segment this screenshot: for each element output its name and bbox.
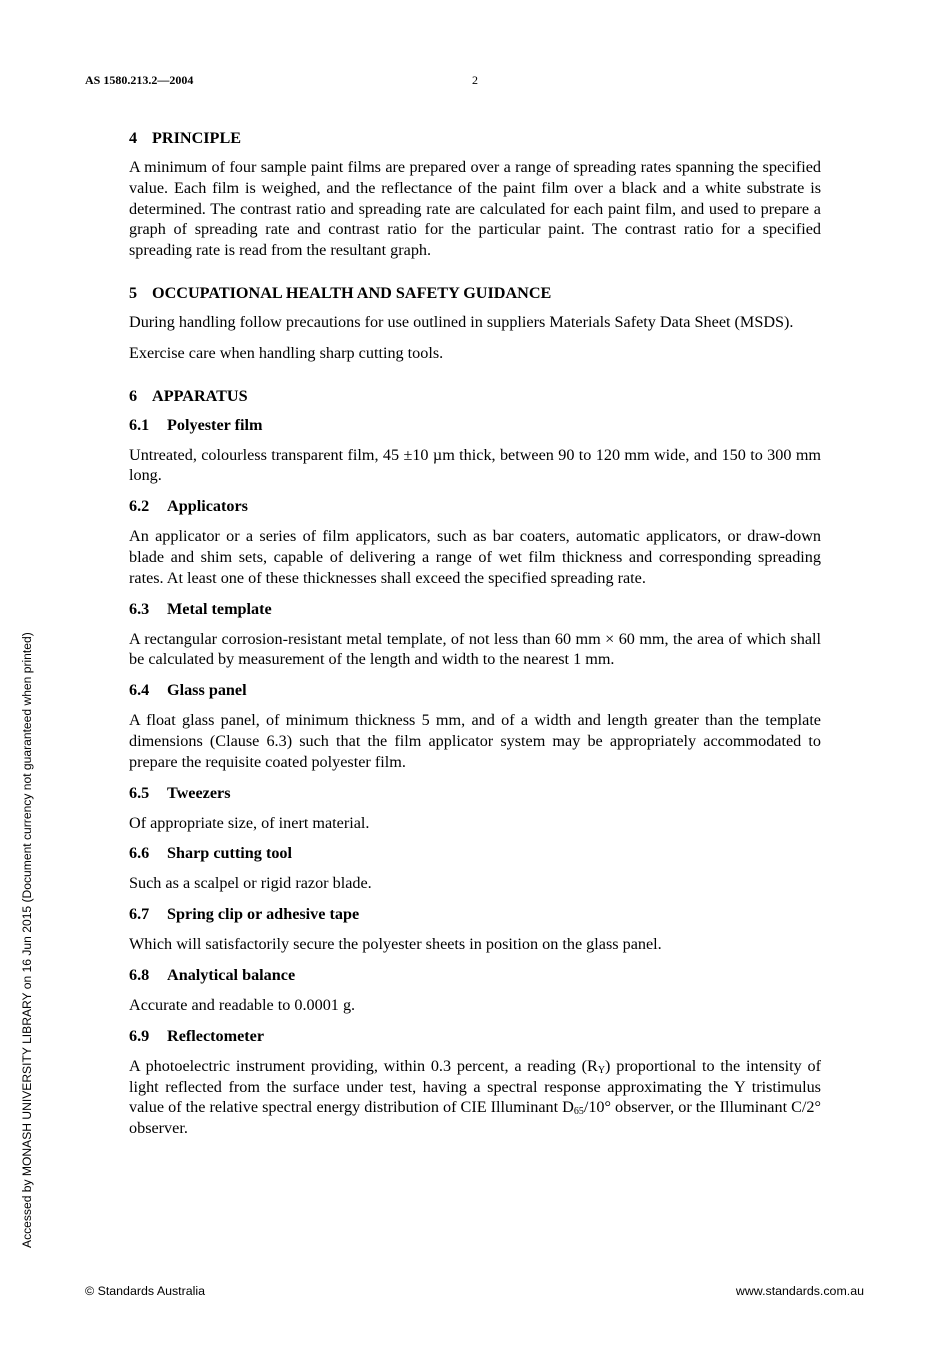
section-apparatus	[129, 386, 821, 1139]
page-number: 2	[472, 73, 478, 87]
subsection-heading: 6.3 Metal template	[129, 599, 272, 618]
section-heading: 5 OCCUPATIONAL HEALTH AND SAFETY GUIDANCE	[129, 283, 552, 302]
document-id: AS 1580.213.2—2004	[85, 73, 194, 87]
paragraph: Such as a scalpel or rigid razor blade.	[129, 874, 372, 893]
paragraph: A minimum of four sample paint films are prepared over a range of spreading rates spanning the specified value. Each film is weighed, and the reflectance of the paint film over a black and a white substrate is determined. The contrast ratio and spreading rate are calculated for each paint film, and used to prepare a graph of spreading rate and contrast ratio for the particular paint. The contrast ratio for a specified spreading rate is read from the resultant graph.	[129, 158, 821, 260]
paragraph: Of appropriate size, of inert material.	[129, 813, 370, 832]
subsection-heading: 6.2 Applicators	[129, 497, 248, 516]
website-url: www.standards.com.au	[735, 1284, 864, 1298]
section-heading: 4 PRINCIPLE	[129, 129, 242, 147]
subsection-heading: 6.1 Polyester film	[129, 415, 263, 434]
subsection-heading: 6.7 Spring clip or adhesive tape	[129, 905, 360, 924]
section-ohs	[129, 283, 821, 364]
paragraph: Untreated, colourless transparent film, 45 ±10 µm thick, between 90 to 120 mm wide, and 150 to 300 mm long.	[129, 445, 821, 485]
subsection-heading: 6.5 Tweezers	[129, 783, 231, 802]
subsection-heading: 6.4 Glass panel	[129, 681, 247, 700]
subsection-heading: 6.9 Reflectometer	[129, 1026, 265, 1045]
page-footer	[85, 1284, 864, 1300]
section-heading: 6 APPARATUS	[129, 386, 248, 405]
copyright-notice: © Standards Australia	[85, 1284, 206, 1298]
access-watermark: Accessed by MONASH UNIVERSITY LIBRARY on 16 Jun 2015 (Document currency not guaranteed when printed)	[20, 632, 34, 1248]
paragraph: A float glass panel, of minimum thickness 5 mm, and of a width and length greater than the template dimensions (Clause 6.3) such that the film applicator system may be appropriately accommodated to prepare the requisite coated polyester film.	[129, 711, 821, 771]
subsection-heading: 6.6 Sharp cutting tool	[129, 844, 293, 863]
paragraph: Accurate and readable to 0.0001 g.	[129, 995, 356, 1014]
section-principle	[129, 128, 821, 261]
paragraph: A rectangular corrosion-resistant metal template, of not less than 60 mm × 60 mm, the area of which shall be calculated by measurement of the length and width to the nearest 1 mm.	[129, 629, 821, 669]
paragraph: Exercise care when handling sharp cutting tools.	[129, 343, 444, 362]
paragraph: An applicator or a series of film applicators, such as bar coaters, automatic applicators, or draw-down blade and shim sets, capable of delivering a range of wet film thickness and corresponding spreading rates. At least one of these thicknesses shall exceed the specified spreading rate.	[129, 527, 821, 587]
document-body	[129, 128, 821, 1161]
paragraph: A photoelectric instrument providing, within 0.3 percent, a reading $(R_Y)$ proportional to the intensity of light reflected from the surface under test, having a spectral response approximating the Y tristimulus value of the relative spectral energy distribution of CIE Illuminant $D_{65}/10^\circ$ observer, or the Illuminant C/2° observer.	[129, 1056, 821, 1138]
paragraph: Which will satisfactorily secure the polyester sheets in position on the glass panel.	[129, 935, 662, 954]
paragraph: During handling follow precautions for use outlined in suppliers Materials Safety Data Sheet (MSDS).	[129, 312, 794, 331]
page-header	[85, 73, 865, 89]
subsection-heading: 6.8 Analytical balance	[129, 965, 296, 984]
